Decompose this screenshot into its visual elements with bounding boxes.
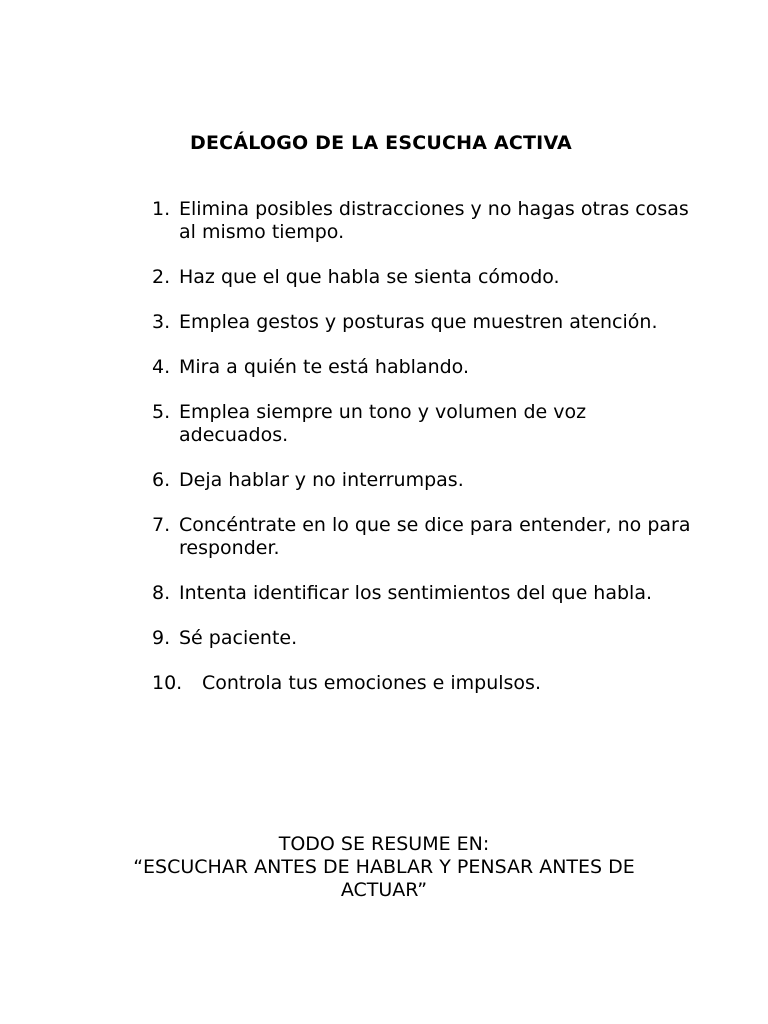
list-item	[152, 672, 692, 695]
item-number: 10.	[152, 672, 183, 694]
item-text: Deja hablar y no interrumpas.	[179, 469, 464, 491]
summary-quote-line: “ESCUCHAR ANTES DE HABLAR Y PENSAR ANTES DE	[133, 856, 635, 878]
item-number: 6.	[152, 469, 171, 491]
list-item	[152, 514, 692, 560]
list-item	[152, 356, 692, 379]
summary-heading: TODO SE RESUME EN:	[278, 833, 490, 855]
list-item	[152, 266, 692, 289]
item-text: Concéntrate en lo que se dice para entender, no para responder.	[179, 514, 691, 559]
item-number: 1.	[152, 198, 171, 220]
item-number: 3.	[152, 311, 171, 333]
document-title: DECÁLOGO DE LA ESCUCHA ACTIVA	[190, 132, 572, 154]
item-text: Emplea gestos y posturas que muestren atención.	[179, 311, 658, 333]
item-number: 5.	[152, 401, 171, 423]
summary-block	[0, 833, 768, 902]
list-item	[152, 401, 692, 447]
item-number: 7.	[152, 514, 171, 536]
item-text: Mira a quién te está hablando.	[179, 356, 470, 378]
list-item	[152, 627, 692, 650]
list-item	[152, 582, 692, 605]
item-text: Emplea siempre un tono y volumen de voz adecuados.	[179, 401, 587, 446]
list-item	[152, 311, 692, 334]
list-item	[152, 469, 692, 492]
item-number: 9.	[152, 627, 171, 649]
item-number: 2.	[152, 266, 171, 288]
item-text: Intenta identificar los sentimientos del que habla.	[179, 582, 653, 604]
item-text: Controla tus emociones e impulsos.	[202, 672, 541, 694]
item-text: Elimina posibles distracciones y no hagas otras cosas al mismo tiempo.	[179, 198, 689, 243]
summary-quote-line: ACTUAR”	[340, 879, 428, 901]
item-text: Sé paciente.	[179, 627, 298, 649]
list-item	[152, 198, 692, 244]
item-number: 8.	[152, 582, 171, 604]
item-number: 4.	[152, 356, 171, 378]
decalogue-list	[152, 198, 692, 717]
item-text: Haz que el que habla se sienta cómodo.	[179, 266, 560, 288]
